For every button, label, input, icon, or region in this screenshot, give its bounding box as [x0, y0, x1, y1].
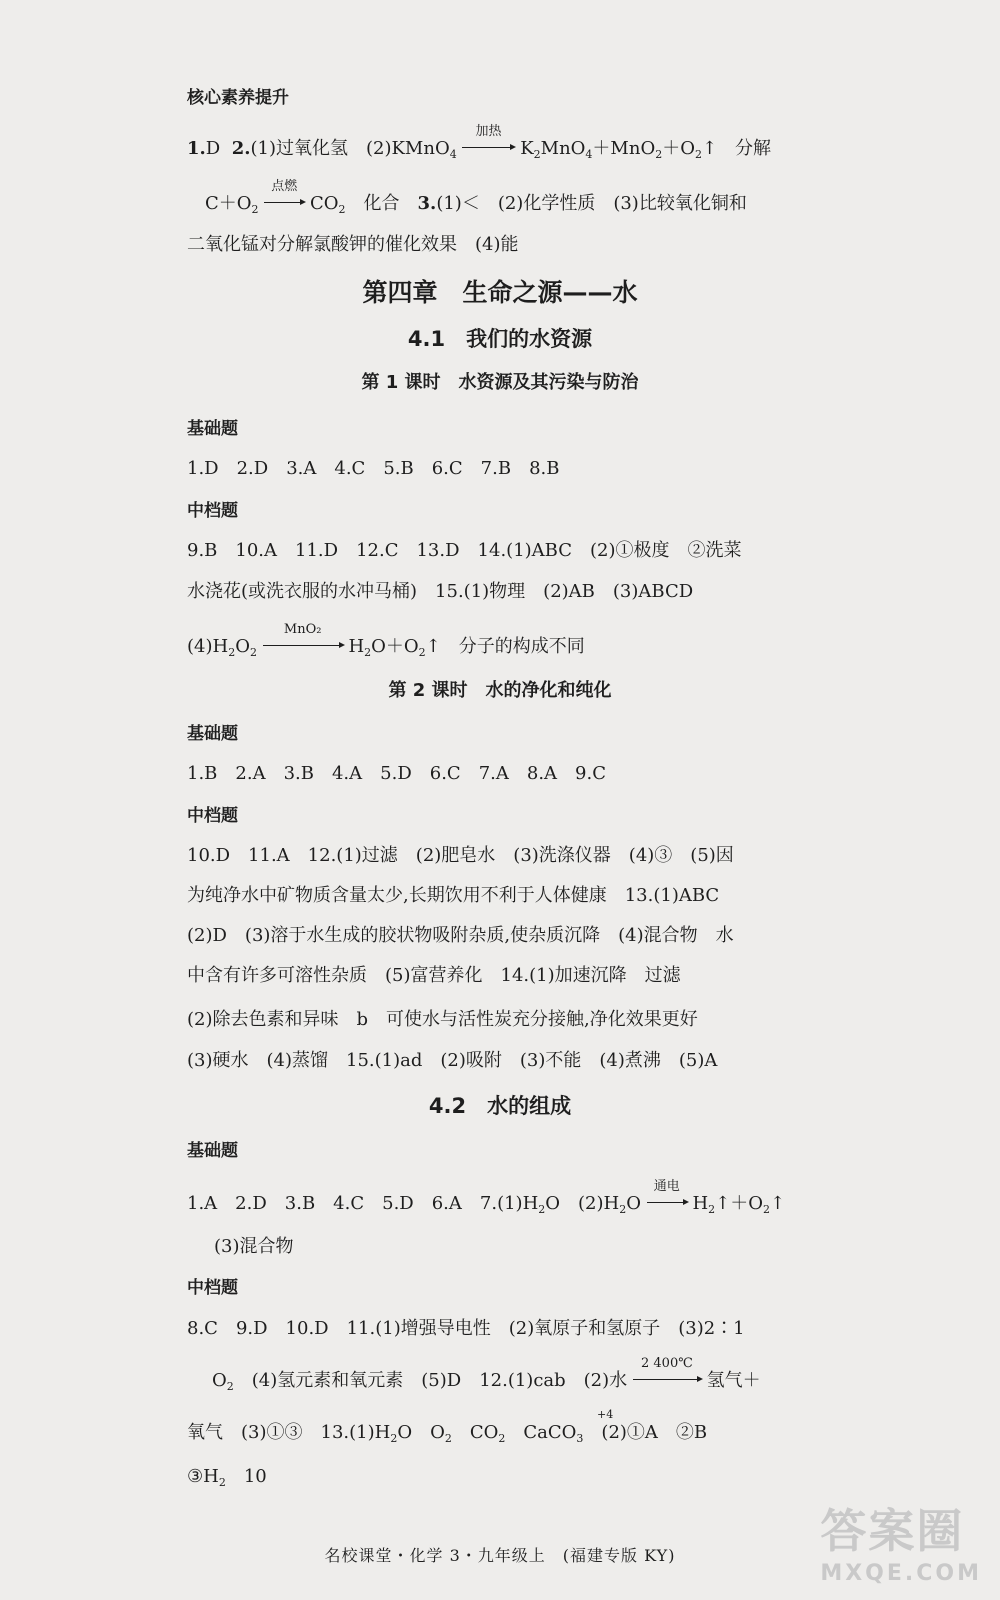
mid2-line-5: (2)除去色素和异味 b 可使水与活性炭充分接触,净化效果更好	[187, 1009, 698, 1030]
page-footer: 名校课堂・化学 3・九年级上 (福建专版 KY)	[324, 1546, 676, 1565]
mid3-line-1: 8.C 9.D 10.D 11.(1)增强导电性 (2)氧原子和氢原子 (3)2∶1	[187, 1318, 745, 1339]
basic-heading-1: 基础题	[187, 419, 238, 439]
electrolysis-arrow: 通电	[647, 1195, 687, 1213]
mid2-line-4: 中含有许多可溶性杂质 (5)富营养化 14.(1)加速沉降 过滤	[187, 965, 681, 986]
watermark-url: MXQE.COM	[820, 1561, 982, 1586]
section-core-heading: 核心素养提升	[187, 88, 289, 108]
basic-heading-3: 基础题	[187, 1141, 238, 1161]
mid2-line-3: (2)D (3)溶于水生成的胶状物吸附杂质,使杂质沉降 (4)混合物 水	[187, 925, 734, 946]
basic-answers-2: 1.B 2.A 3.B 4.A 5.D 6.C 7.A 8.A 9.C	[187, 763, 606, 784]
basic-heading-2: 基础题	[187, 724, 238, 744]
valence-mark: +4	[597, 1408, 614, 1421]
mid-heading-3: 中档题	[187, 1278, 238, 1298]
catalyst-arrow: MnO₂	[263, 638, 343, 656]
section-4-1-title: 4.1 我们的水资源	[407, 327, 593, 351]
mid-heading-2: 中档题	[187, 806, 238, 826]
mid3-line-2: $O_2$ (4)氢元素和氧元素 (5)D 12.(1)cab (2)水 2 400℃ 氢气＋	[212, 1356, 761, 1393]
core-line-3: 二氧化锰对分解氯酸钾的催化效果 (4)能	[187, 234, 519, 255]
mid2-line-6: (3)硬水 (4)蒸馏 15.(1)ad (2)吸附 (3)不能 (4)煮沸 (5)A	[187, 1050, 718, 1071]
lesson-2-title: 第 2 课时 水的净化和纯化	[388, 680, 612, 701]
mid1-line-1: 9.B 10.A 11.D 12.C 13.D 14.(1)ABC (2)①极度 ②洗菜	[187, 540, 742, 561]
mid2-line-1: 10.D 11.A 12.(1)过滤 (2)肥皂水 (3)洗涤仪器 (4)③ (5)因	[187, 845, 734, 866]
core-line-2: $C+O_2$ 点燃 $CO_2$ 化合 3.(1)＜ (2)化学性质 (3)比较氧化铜和	[205, 179, 747, 216]
mid1-line-2: 水浇花(或洗衣服的水冲马桶) 15.(1)物理 (2)AB (3)ABCD	[187, 581, 694, 602]
mid3-line-4: $③H_2$ 10	[187, 1466, 267, 1489]
high-temp-arrow: 2 400℃	[633, 1372, 701, 1390]
section-4-2-title: 4.2 水的组成	[428, 1094, 572, 1118]
core-line-1: 1.D 2.(1)过氧化氢 (2)KMnO$_4$ 加热 $K_2MnO_4+MnO_2+O_2↑$ 分解	[187, 124, 772, 161]
basic3-line-1: 1.A 2.D 3.B 4.C 5.D 6.A $7.(1)H_2O$ $(2)H_2O$ 通电 $H_2↑+O_2↑$	[187, 1179, 786, 1216]
chapter-title: 第四章 生命之源——水	[362, 278, 638, 307]
lesson-1-title: 第 1 课时 水资源及其污染与防治	[361, 372, 639, 393]
ignite-arrow: 点燃	[264, 195, 304, 213]
basic3-line-2: (3)混合物	[214, 1236, 294, 1257]
mid-heading-1: 中档题	[187, 501, 238, 521]
basic-answers-1: 1.D 2.D 3.A 4.C 5.B 6.C 7.B 8.B	[187, 458, 560, 479]
mid2-line-2: 为纯净水中矿物质含量太少,长期饮用不利于人体健康 13.(1)ABC	[187, 885, 720, 906]
mid3-line-3: 氧气 (3)①③ $13.(1)H_2O$ $O_2$ $CO_2$ CaCO$_3$ (2)①A ②B	[187, 1422, 708, 1445]
heating-arrow: 加热	[462, 140, 514, 158]
mid1-line-3: $(4)H_2O_2$ MnO₂ $H_2O+O_2↑$ 分子的构成不同	[187, 622, 585, 659]
watermark-title: 答案圈	[820, 1504, 965, 1558]
watermark-logo	[820, 1495, 982, 1586]
